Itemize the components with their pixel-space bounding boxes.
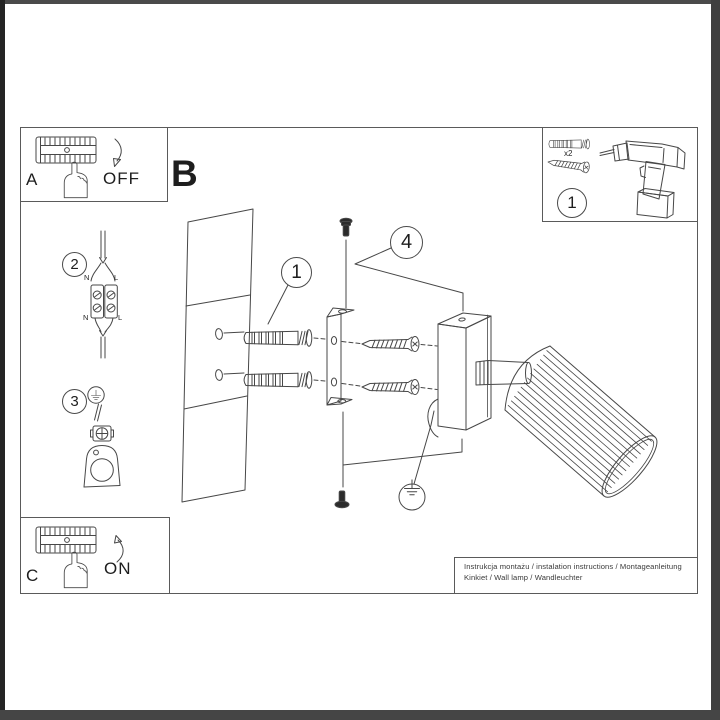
wiring-diagram-illustration	[91, 231, 117, 358]
section-c-label: C	[26, 566, 39, 585]
lamp-body	[428, 313, 491, 437]
anchor-quantity-label: x2	[564, 149, 573, 158]
ground-callout-main	[399, 411, 434, 510]
on-label: ON	[104, 559, 132, 578]
footer-caption-line1: Instrukcja montażu / instalation instructions / Montageanleitung	[464, 562, 682, 571]
callout-tools-1: 1	[557, 188, 587, 218]
panel-c-illustration	[36, 527, 123, 588]
cover-screw-bottom	[335, 491, 349, 508]
mounting-bracket	[327, 308, 354, 405]
footer-caption-line2: Kinkiet / Wall lamp / Wandleuchter	[464, 573, 583, 582]
section-a-label: A	[26, 170, 38, 189]
callout-ground-3: 3	[62, 389, 87, 414]
wiring-bottom-n-label: N	[83, 313, 89, 322]
callout-wiring-2: 2	[62, 252, 87, 277]
callout-anchors-1: 1	[281, 257, 312, 288]
lamp-shade	[505, 346, 665, 504]
panel-a-illustration	[36, 137, 121, 198]
wiring-top-l-label: L	[114, 273, 119, 282]
ground-detail-illustration	[84, 387, 120, 487]
wall-panel	[182, 209, 253, 502]
drill-icon	[600, 141, 685, 218]
section-b-label: B	[171, 153, 198, 194]
wiring-bottom-l-label: L	[118, 313, 123, 322]
wall-anchors	[244, 330, 312, 388]
wiring-top-n-label: N	[84, 273, 90, 282]
callout-fixture-4: 4	[390, 226, 423, 259]
cover-screw-top	[340, 218, 352, 236]
off-label: OFF	[103, 169, 140, 188]
